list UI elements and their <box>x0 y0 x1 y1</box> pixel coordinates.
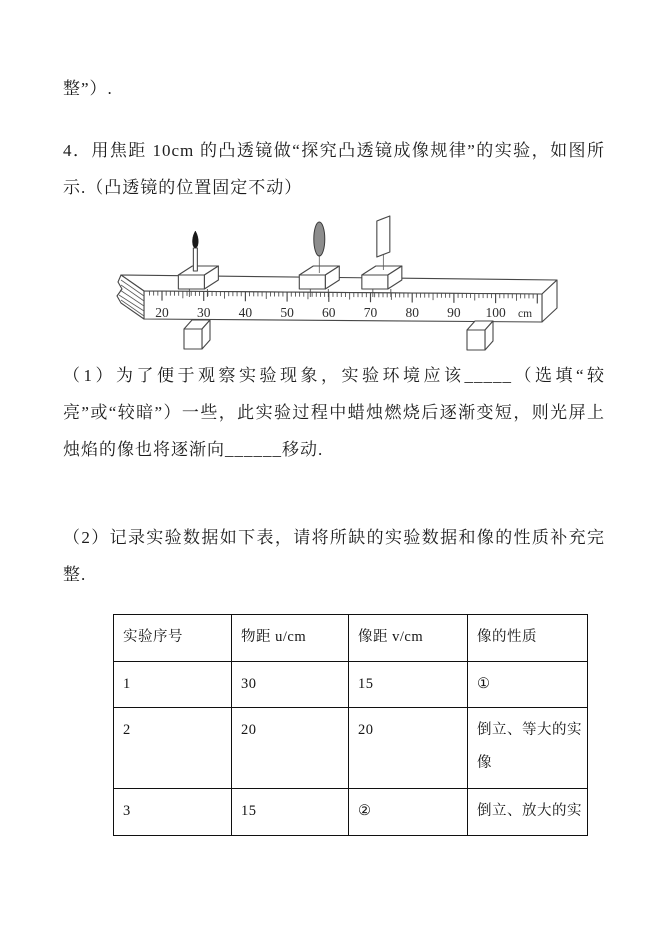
question-part1-text: （1）为了便于观察实验现象，实验环境应该_____（选填“较亮”或“较暗”）一些，此实验过程中蜡烛燃烧后逐渐变短，则光屏上烛焰的像也将逐渐向______移动. <box>63 366 605 459</box>
bench-foot-right <box>467 321 493 350</box>
candle-flame <box>192 231 198 248</box>
svg-text:70: 70 <box>363 305 378 320</box>
ruler-unit-label: cm <box>517 308 533 320</box>
bench-ruler-labels <box>155 305 506 320</box>
cell-object-distance: 15 <box>232 789 349 836</box>
screen-board <box>377 216 390 257</box>
previous-answer-tail: 整”）. <box>63 79 113 98</box>
svg-text:90: 90 <box>447 305 461 320</box>
svg-text:20: 20 <box>155 305 169 320</box>
svg-text:50: 50 <box>280 305 294 320</box>
table-row <box>114 789 588 836</box>
lens-glass <box>314 222 325 256</box>
cell-image-distance: 15 <box>349 662 468 708</box>
question-4-stem: 4．用焦距 10cm 的凸透镜做“探究凸透镜成像规律”的实验，如图所示.（凸透镜的位置固定不动） <box>63 141 605 197</box>
lens-holder-front <box>299 275 325 289</box>
cell-image-distance: ② <box>349 789 468 836</box>
svg-text:80: 80 <box>405 305 419 320</box>
table-row <box>114 708 588 789</box>
header-object-distance: 物距 u/cm <box>232 615 349 662</box>
svg-text:40: 40 <box>238 305 253 320</box>
candle-stick <box>193 248 197 271</box>
svg-text:60: 60 <box>322 305 336 320</box>
cell-trial: 2 <box>114 708 232 789</box>
table-header-row <box>114 615 588 662</box>
optical-bench-figure <box>104 203 569 363</box>
candle-holder-front <box>178 275 204 289</box>
cell-object-distance: 20 <box>232 708 349 789</box>
header-image-property: 像的性质 <box>468 615 588 662</box>
header-trial-number: 实验序号 <box>114 615 232 662</box>
table-row <box>114 662 588 708</box>
question-part2-text: （2）记录实验数据如下表，请将所缺的实验数据和像的性质补充完整. <box>63 528 605 584</box>
header-image-distance: 像距 v/cm <box>349 615 468 662</box>
bench-foot-left <box>184 320 210 349</box>
cell-trial: 1 <box>114 662 232 708</box>
cell-trial: 3 <box>114 789 232 836</box>
cell-image-property: ① <box>468 662 588 708</box>
cell-object-distance: 30 <box>232 662 349 708</box>
cell-image-property: 倒立、放大的实 <box>468 789 588 836</box>
cell-image-distance: 20 <box>349 708 468 789</box>
screen-holder-front <box>362 275 388 289</box>
experiment-data-table <box>113 614 588 836</box>
svg-text:30: 30 <box>196 305 211 320</box>
svg-text:100: 100 <box>485 305 506 320</box>
cell-image-property: 倒立、等大的实像 <box>468 708 588 789</box>
